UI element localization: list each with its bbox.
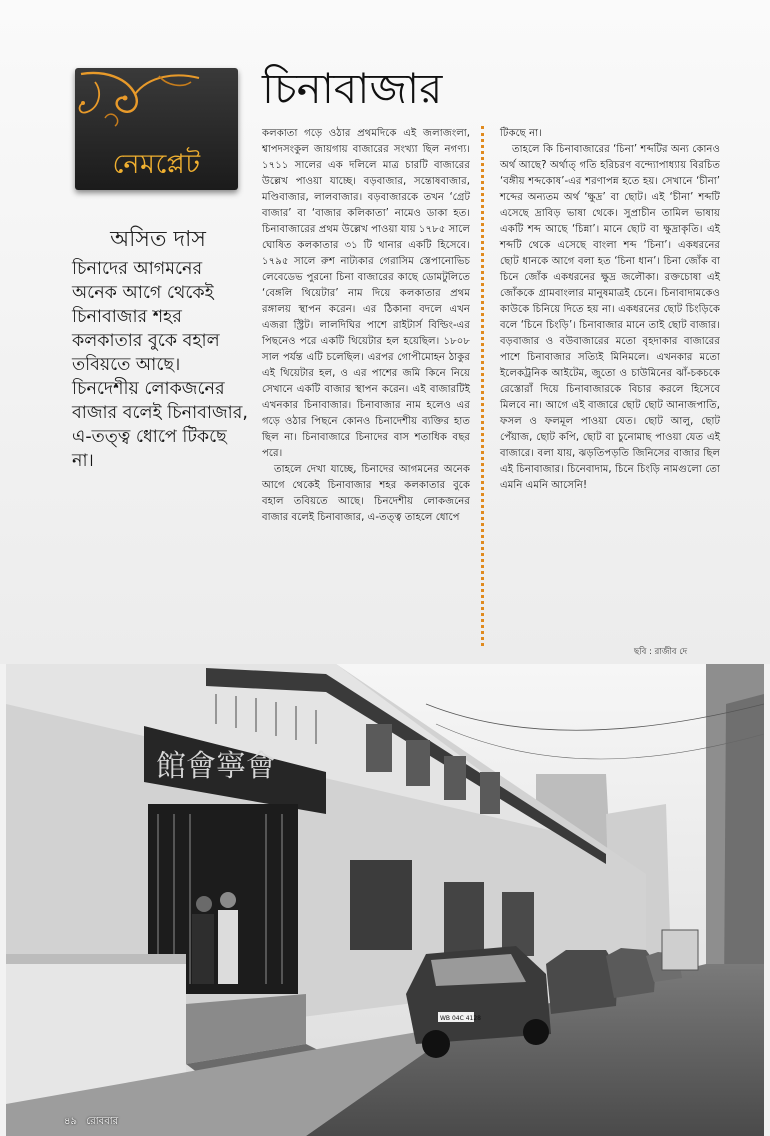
page-footer — [64, 1114, 124, 1131]
column-divider — [481, 126, 484, 646]
magazine-name: রোববার — [86, 1116, 119, 1127]
standfirst — [72, 258, 252, 474]
nameplate-label: নেমপ্লেট — [112, 149, 201, 180]
article-title: চিনাবাজার — [262, 64, 443, 113]
nameplate-plaque — [75, 68, 238, 190]
paragraph: তাহলে দেখা যাচ্ছে, চিনাদের আগমনের অনেক আগে থেকেই চিনাবাজার শহর কলকাতার বুকে বহাল তবিয়তে আছে। চিনদেশীয় লোকজনের বাজার বলেই চিনাবাজার, এ-তত্ত্ব তাহলে ধোপে — [262, 464, 470, 524]
street-photo — [6, 664, 764, 1136]
standfirst-text: চিনাদের আগমনের অনেক আগে থেকেই চিনাবাজার শহর কলকাতার বুকে বহাল তবিয়তে আছে। চিনদেশীয় লোকজনের বাজার বলেই চিনাবাজার, এ-তত্ত্ব ধোপে টিকছে না। — [72, 259, 248, 471]
signboard-text: 館會寧會 — [156, 749, 276, 784]
car-license-plate: WB 04C 4128 — [440, 1015, 481, 1022]
paragraph: তাহলে কি চিনাবাজারের ‘চিনা’ শব্দটির অন্য কোনও অর্থ আছে? অর্থাত্ গতি হরিচরণ বন্দ্যোপাধ্যায় বিরচিত ‘বঙ্গীয় শব্দকোষ’-এর শরণাপন্ন হতে হয়। সেখানে ‘চীনা’ শব্দের অন্যতম অর্থ ‘ক্ষুদ্র’ বা ছোট। এই ‘চীনা’ শব্দটি এসেছে দ্রাবিড় ভাষা থেকে। সুপ্রাচীন তামিল ভাষায় একটি শব্দ আছে ‘চিন্না’। মানে ছোট বা ক্ষুদ্রাকৃতি। এই শব্দটি থেকে এসেছে বাংলা শব্দ ‘চিনা’। একধরনের ছোট ধানকে আগে বলা হত ‘চিনা ধান’। চিনা জোঁক বা চিনে জোঁক একধরনের ক্ষুদ্র জলৌকা। রক্তচোষা এই জোঁককে গ্রামবাংলার মানুষমাত্রই চেনে। চিনাবাদামকেও কাউকে চিনিয়ে দিতে হয় না। একধরনের ছোট চিংড়িকে বলে ‘চিনে চিংড়ি’। চিনাবাজার মানে তাই ছোট বাজার। বড়বাজার ও বউবাজারের মতো বৃহদাকার বাজারের পাশে চিনাবাজার সত্যিই মিনিমলে। এখনকার মতো ইলেকট্রনিক আইটেম, জুতো ও চাউমিনের ঝাঁ-চকচকে রেস্তোরাঁ দিয়ে চিনাবাজারকে বিচার করলে হিসেবে মিলবে না। আগে এই বাজারে ছোট ছোট আনাজপাতি, ফসল ও ফলমূল পাওয়া যেত। ছোট আলু, ছোট পেঁয়াজ, ছোট কপি, ছোট বা চুনোমাছ পাওয়া যেত এই বাজারে। বলা যায়, ঝড়তিপড়তি জিনিসের বাজার ছিল এই চিনাবাজার। চিনেবাদাম, চিনে চিংড়ি নামগুলো তো এমনি এমনি আসেনি! — [500, 144, 720, 492]
page-number: ৪৯ — [64, 1116, 77, 1127]
body-column-2 — [500, 126, 720, 494]
body-column-1 — [262, 126, 470, 526]
street-photo-illustration — [6, 664, 764, 1136]
paragraph: টিকছে না। — [500, 128, 542, 139]
author-name: অসিত দাস — [110, 227, 206, 252]
paragraph: কলকাতা গড়ে ওঠার প্রথমদিকে এই জলাজংলা, শ্বাপদসংকুল জায়গায় বাজারের সংখ্যা ছিল নগণ্য। ১৭১১ সালের এক দলিলে মাত্র চারটি বাজারের উল্লেখ পাওয়া যাচ্ছে। বড়বাজার, সন্তোষবাজার, মণ্ডিবাজার, লালবাজার। বড়বাজারকে তখন ‘গ্রেট বাজার’ বা ‘বাজার কলিকাতা’ নামেও ডাকা হত। চিনাবাজারের প্রথম উল্লেখ পাওয়া যায় ১৭৮৫ সালে ঘোষিত কলকাতার ৩১ টি থানার একটি হিসেবে। ১৭৯৫ সালে রুশ নাট্যকার গেরাসিম স্তেপানোভিচ লেবেডেভ পুরনো চিনা বাজারের কাছে ডোমটুলিতে ‘বেঙ্গলি থিয়েটার’ নাম দিয়ে কলকাতার প্রথম রঙ্গালয় স্থাপন করেন। এর ঠিকানা বদলে এখন এজরা স্ট্রিট। লালদিঘির পাশে রাইটার্স বিল্ডিং-এর পিছনেও পরে একটি থিয়েটার হল হয়েছিল। ১৮০৮ সাল পর্যন্ত এটি চলেছিল। এরপর গোপীমোহন ঠাকুর এই থিয়েটার হল, ও এর পাশের জমি কিনে নিয়ে সেখানে একটি বাজার স্থাপন করেন। এই বাজারটিই এখনকার চিনাবাজার। চিনাবাজার নাম হলেও এর গড়ে ওঠার পিছনে কোনও চিনাদেশীয় ব্যক্তির হাত ছিল না। চিনাবাজারে চিনাদের বাস শতাধিক বছর পরে। — [262, 128, 470, 460]
photo-credit: ছবি : রাজীব দে — [634, 647, 688, 657]
